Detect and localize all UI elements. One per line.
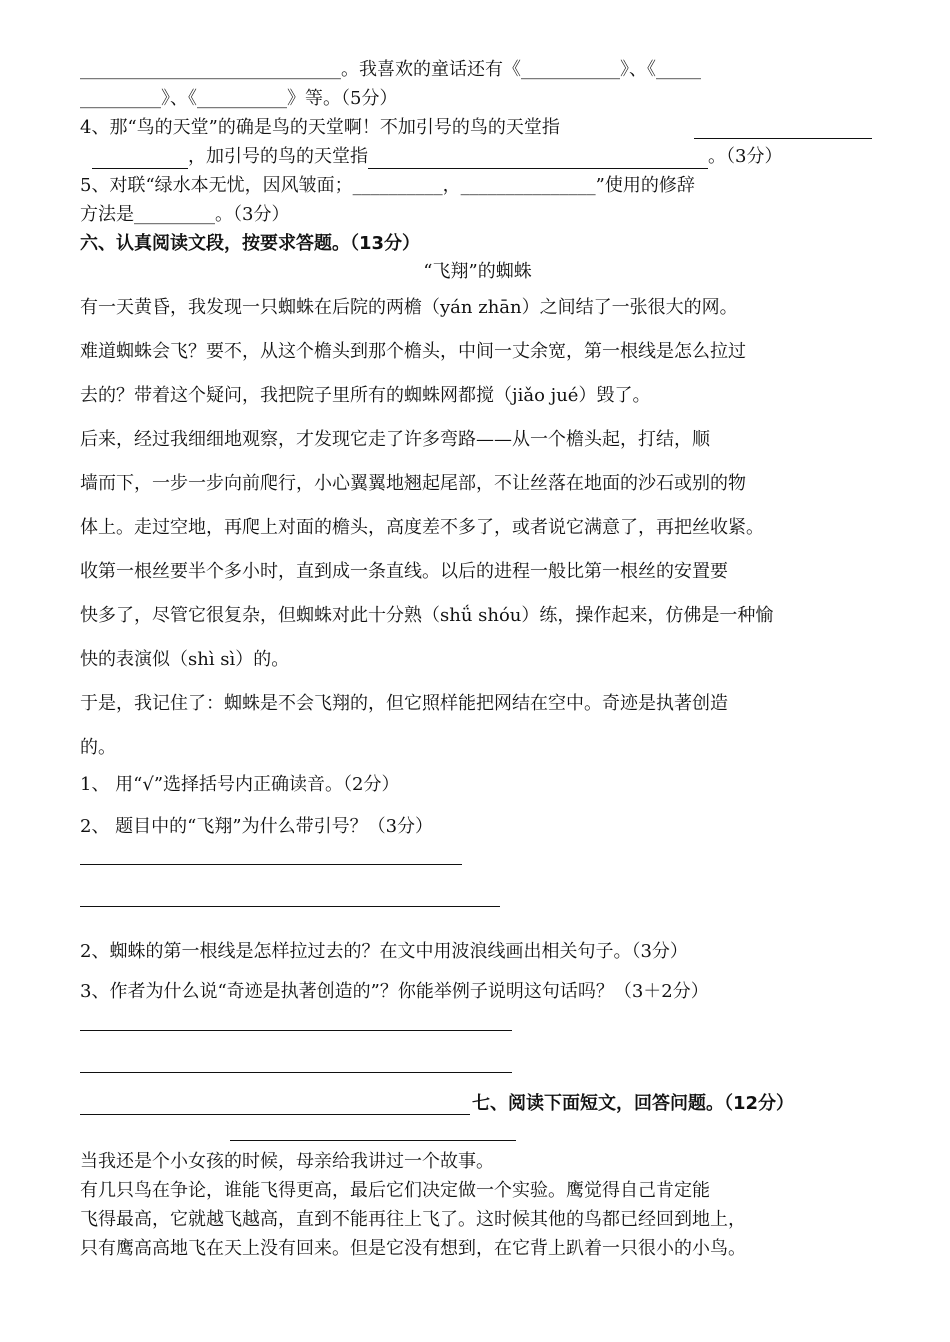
- question-4: 3、作者为什么说“奇迹是执著创造的”？你能举例子说明这句话吗？（3＋2分）: [80, 981, 709, 1002]
- q3-line-2: _________》、《__________》等。（5分）: [80, 88, 398, 109]
- p2-line-4: 收第一根丝要半个多小时，直到成一条直线。以后的进程一般比第一根丝的安置要: [80, 561, 728, 582]
- q4-line-1: 4、那“鸟的天堂”的确是鸟的天堂啊！不加引号的鸟的天堂指: [80, 117, 560, 138]
- p1-line-2: 难道蜘蛛会飞？要不，从这个檐头到那个檐头，中间一丈余宽，第一根线是怎么拉过: [80, 341, 746, 362]
- q4-answer-line-3[interactable]: [368, 150, 708, 169]
- q4-answer-line-2[interactable]: [92, 150, 188, 169]
- part7-heading: 七、阅读下面短文，回答问题。（12分）: [472, 1093, 795, 1114]
- answer-line-q2-1[interactable]: [80, 864, 462, 865]
- q3-line-1: _____________________________。我喜欢的童话还有《___________》、《_____: [80, 59, 701, 80]
- q4-line-2-text: ，加引号的鸟的天堂指: [188, 146, 368, 167]
- q4-line-2: [92, 145, 875, 169]
- p2-line-3: 体上。走过空地，再爬上对面的檐头，高度差不多了，或者说它满意了，再把丝收紧。: [80, 517, 764, 538]
- p2-line-5: 快多了，尽管它很复杂，但蜘蛛对此十分熟（shǘ shóu）练，操作起来，仿佛是一种愉: [80, 605, 774, 626]
- answer-line-q4-1[interactable]: [80, 1030, 512, 1031]
- q4-line-2-end: 。（3分）: [708, 146, 783, 167]
- p7-line-4: 只有鹰高高地飞在天上没有回来。但是它没有想到，在它背上趴着一只很小的小鸟。: [80, 1238, 746, 1259]
- p3-line-2: 的。: [80, 737, 116, 758]
- answer-line-q2-2[interactable]: [80, 906, 500, 907]
- p7-line-2: 有几只鸟在争论，谁能飞得更高，最后它们决定做一个实验。鹰觉得自己肯定能: [80, 1180, 710, 1201]
- p7-line-1: 当我还是个小女孩的时候，母亲给我讲过一个故事。: [80, 1151, 494, 1172]
- p2-line-6: 快的表演似（shì sì）的。: [80, 649, 290, 670]
- p3-line-1: 于是，我记住了：蜘蛛是不会飞翔的，但它照样能把网结在空中。奇迹是执著创造: [80, 693, 728, 714]
- passage-title: “飞翔”的蜘蛛: [423, 261, 532, 282]
- p1-line-3: 去的？带着这个疑问，我把院子里所有的蜘蛛网都搅（jiǎo jué）毁了。: [80, 385, 651, 406]
- answer-line-q4-2[interactable]: [80, 1072, 512, 1073]
- part6-heading: 六、认真阅读文段，按要求答题。（13分）: [80, 233, 421, 254]
- answer-line-q4-3[interactable]: [80, 1114, 470, 1115]
- part7-title-line[interactable]: [230, 1140, 516, 1141]
- p1-line-1: 有一天黄昏，我发现一只蜘蛛在后院的两檐（yán zhān）之间结了一张很大的网。: [80, 297, 738, 318]
- question-2: 2、 题目中的“飞翔”为什么带引号？（3分）: [80, 816, 434, 837]
- question-3: 2、蜘蛛的第一根线是怎样拉过去的？在文中用波浪线画出相关句子。（3分）: [80, 941, 688, 962]
- question-1: 1、 用“√”选择括号内正确读音。（2分）: [80, 774, 400, 795]
- p7-line-3: 飞得最高，它就越飞越高，直到不能再往上飞了。这时候其他的鸟都已经回到地上，: [80, 1209, 746, 1230]
- q5-line-1: 5、对联“绿水本无忧，因风皱面；__________，_______________”使用的修辞: [80, 175, 695, 196]
- p2-line-2: 墙而下，一步一步向前爬行，小心翼翼地翘起尾部，不让丝落在地面的沙石或别的物: [80, 473, 746, 494]
- p2-line-1: 后来，经过我细细地观察，才发现它走了许多弯路——从一个檐头起，打结，顺: [80, 429, 710, 450]
- q4-answer-line-1[interactable]: [694, 138, 872, 139]
- q5-line-2: 方法是_________。（3分）: [80, 204, 290, 225]
